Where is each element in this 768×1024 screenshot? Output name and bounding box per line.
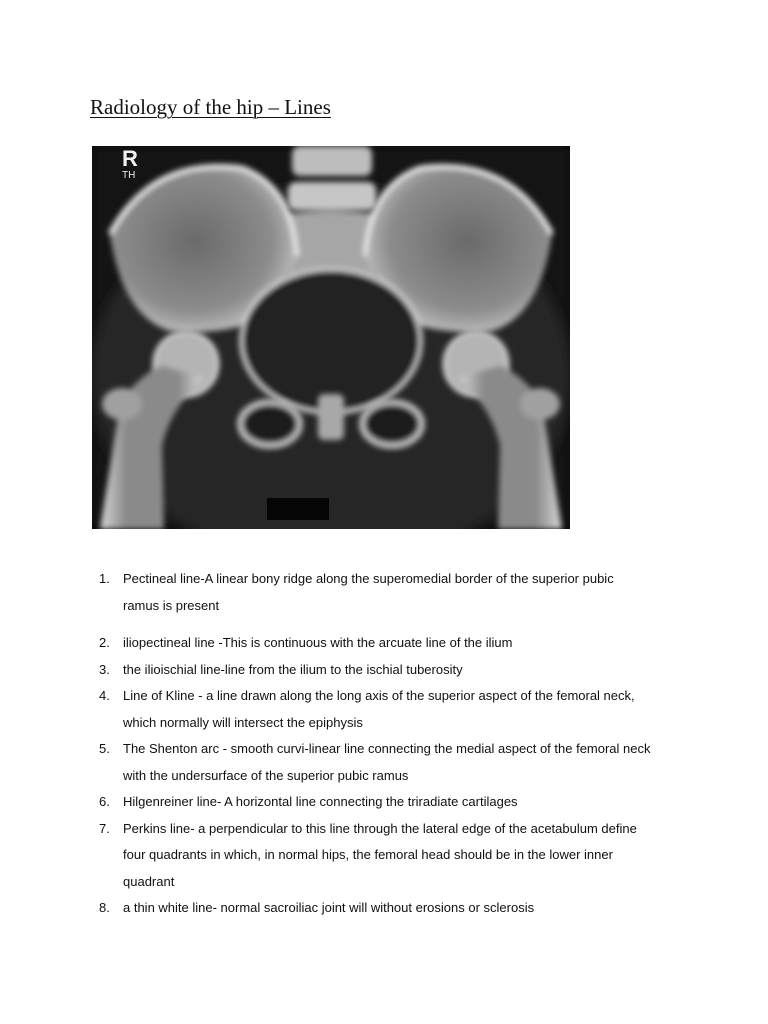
list-number: 6.	[99, 794, 110, 809]
list-number: 2.	[99, 635, 110, 650]
list-item	[99, 566, 699, 619]
list-text: the ilioischial line-line from the ilium to the ischial tuberosity	[123, 661, 463, 677]
pelvis-xray-image	[92, 146, 570, 529]
left-obturator-foramen	[240, 402, 300, 446]
list-number: 5.	[99, 741, 110, 756]
list-text: a thin white line- normal sacroiliac joint will without erosions or sclerosis	[123, 900, 535, 915]
list-number: 8.	[99, 900, 110, 915]
side-marker	[122, 148, 138, 181]
list-item	[99, 895, 699, 922]
pubic-symphysis	[318, 394, 344, 440]
list-text: iliopectineal line -This is continuous with the arcuate line of the ilium	[123, 635, 513, 650]
list-number: 7.	[99, 820, 110, 836]
list-number: 4.	[99, 688, 110, 703]
side-marker-sub: TH	[122, 170, 136, 181]
list-text: Hilgenreiner line- A horizontal line connecting the triradiate cartilages	[123, 794, 518, 809]
list-item	[99, 657, 699, 684]
list-number: 1.	[99, 571, 110, 586]
list-text: Pectineal line-A linear bony ridge along the superomedial border of the superior pubic ramus is present	[123, 571, 614, 613]
list-text: Perkins line- a perpendicular to this line through the lateral edge of the acetabulum define four quadrants in which, in normal hips, the femoral head should be in the lower inner quadrant	[123, 820, 637, 889]
list-text: The Shenton arc - smooth curvi-linear line connecting the medial aspect of the femoral neck with the undersurface of the superior pubic ramus	[123, 741, 651, 783]
pelvic-inlet	[241, 269, 421, 413]
pelvis-xray-drawing	[92, 146, 570, 529]
list-item	[99, 816, 699, 896]
list-item	[99, 736, 699, 789]
list-item	[99, 683, 699, 736]
film-label-block	[267, 498, 329, 520]
list-number: 3.	[99, 661, 110, 677]
hip-lines-list	[99, 566, 699, 922]
side-marker-letter: R	[122, 146, 138, 171]
page-title: Radiology of the hip – Lines	[90, 95, 331, 119]
list-text: Line of Kline - a line drawn along the long axis of the superior aspect of the femoral neck, which normally will intersect the epiphysis	[123, 688, 635, 730]
right-obturator-foramen	[362, 402, 422, 446]
list-item	[99, 789, 699, 816]
list-item	[99, 630, 699, 657]
